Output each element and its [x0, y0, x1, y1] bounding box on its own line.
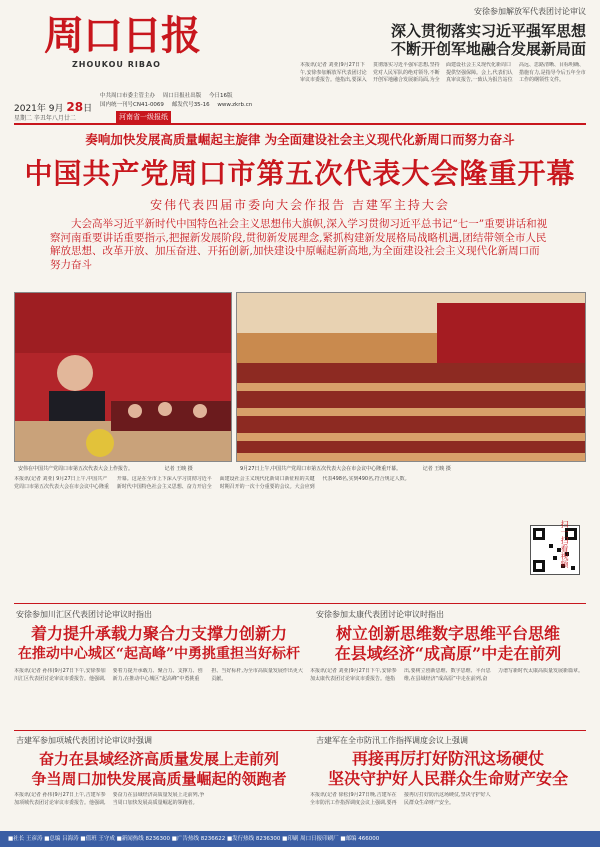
photo-right-caption [240, 465, 585, 472]
qr-label: 扫一扫看视频 [560, 520, 569, 568]
section-1-title-2: 在推动中心城区“起高峰”中勇挑重担当好标杆 [17, 646, 301, 662]
section-3-kicker: 吉建军参加项城代表团讨论审议时强调 [16, 736, 152, 745]
photo-right-credit: 记者 王映 摄 [422, 466, 451, 472]
qr-code-pattern [531, 526, 579, 574]
info-6: www.zkrb.cn [217, 102, 253, 108]
info-1: 中共周口市委主管主办 [100, 93, 156, 99]
photo-right-caption-text: 9月27日上午,中国共产党周口市第五次代表大会在市会议中心隆重开幕。 [240, 466, 402, 472]
date-month: 9 [48, 104, 55, 114]
photo-left-caption [18, 465, 233, 472]
masthead-pinyin: ZHOUKOU RIBAO [72, 60, 161, 69]
section-divider-1 [14, 603, 586, 604]
section-2-kicker: 安徐参加太康代表团讨论审议时指出 [316, 610, 444, 619]
level-badge: 河南省一级报纸 [116, 111, 171, 123]
speaker-photo-illustration [15, 293, 232, 462]
section-divider-2 [14, 730, 586, 731]
section-4-title-2: 坚决守护好人民群众生命财产安全 [327, 769, 568, 788]
info-2: 周口日报社出版 [162, 93, 202, 99]
section-4-title-1: 再接再厉打好防汛这场硬仗 [351, 749, 544, 768]
date-day: 28 [66, 100, 84, 114]
section-1-title-1: 着力提升承载力聚合力支撑力创新力 [30, 624, 287, 643]
main-headline: 中国共产党周口市第五次代表大会隆重开幕 [24, 157, 576, 190]
hall-photo-illustration [237, 293, 586, 462]
issue-line: 星期二 辛丑年八月廿二 [14, 115, 76, 122]
photo-left-caption-text: 安伟在中国共产党周口市第五次代表大会上作报告。 [18, 466, 134, 472]
masthead-divider [14, 123, 586, 125]
section-1-kicker: 安徐参加川汇区代表团讨论审议时指出 [16, 610, 152, 619]
section-2-body: 本报讯(记者 刘亚)9月27日下午,安徐参加太康代表团讨论审议市委报告。他指出,要树立创新思维、数字思维、平台思维,在县域经济“成高原”中走在前列,奋力谱写新时代太康高质量发展新篇章。 [310, 668, 584, 682]
section-2-title-1: 树立创新思维数字思维平台思维 [335, 624, 560, 643]
main-kicker: 奏响加快发展高质量崛起主旋律 为全面建设社会主义现代化新周口而努力奋斗 [85, 132, 515, 147]
date-weekday: 日 [83, 104, 93, 114]
top-right-kicker: 安徐参加解放军代表团讨论审议 [474, 7, 586, 16]
section-3-body: 本报讯(记者 孙伟)9月27日上午,吉建军参加项城代表团讨论审议市委报告。他强调,要奋力在县域经济高质量发展上走前列,争当周口加快发展高质量崛起的领跑者。 [14, 792, 205, 806]
info-4: 国内统一刊号CN41-0069 [100, 102, 164, 108]
section-4-kicker: 吉建军在全市防汛工作指挥调度会议上强调 [316, 736, 468, 745]
photo-speaker [14, 292, 232, 462]
photo-hall [236, 292, 586, 462]
section-4-body: 本报讯(记者 徐松)9月27日晚,吉建军在全市防汛工作指挥调度会议上强调,要再接再厉打好防汛这场硬仗,坚决守护好人民群众生命财产安全。 [310, 792, 491, 806]
info-3: 今日16版 [209, 93, 233, 99]
section-3-title-2: 争当周口加快发展高质量崛起的领跑者 [31, 770, 287, 788]
section-2-title-2: 在县域经济“成高原”中走在前列 [334, 644, 562, 663]
info-5: 邮发代号35-16 [171, 102, 210, 108]
main-subhead: 安伟代表四届市委向大会作报告 吉建军主持大会 [150, 198, 450, 212]
date-line: 2021年 9月 28日 [14, 100, 93, 114]
footer-bar: ■社长 王彦涛 ■总编 吕海涛 ■值班 王守成 ■新闻热线 8236300 ■广告热线 8236622 ■发行热线 8236300 ■印刷 周口日报印刷厂 ■邮编 466000 [0, 831, 600, 847]
top-right-headline-1: 深入贯彻落实习近平强军思想 [390, 22, 586, 40]
top-right-headline-2: 不断开创军地融合发展新局面 [390, 40, 586, 58]
date-year: 2021 [14, 104, 37, 114]
main-lead: 大会高举习近平新时代中国特色社会主义思想伟大旗帜,深入学习贯彻习近平总书记“七一”重要讲话和视察河南重要讲话重要指示,把握新发展阶段,贯彻新发展理念,紧抓构建新发展格局战略机遇,团结带领全市人民解放思想、改革开放、加压奋进、开拓创新,加快建设中原崛起新高地,为全面建设社会主义现代化新周口而努力奋斗 [50, 218, 548, 271]
section-1-body: 本报讯(记者 孙伟)9月27日下午,安徐参加川汇区代表团讨论审议市委报告。他强调,要着力提升承载力、聚合力、支撑力、创新力,在推动中心城区“起高峰”中勇挑重担、当好标杆,为全市高质量发展作出更大贡献。 [14, 668, 303, 682]
photo-left-credit: 记者 王映 摄 [164, 466, 193, 472]
section-3-title-1: 奋力在县域经济高质量发展上走前列 [38, 750, 279, 768]
masthead-info [100, 92, 300, 110]
masthead-title: 周口日报 [44, 12, 200, 59]
main-body: 本报讯(记者 刘亚) 9月27日上午,中国共产党周口市第五次代表大会在市会议中心隆重开幕。这是在全市上下深入学习贯彻习近平新时代中国特色社会主义思想、奋力开启全面建设社会主义现代化新周口新征程的关键时期召开的一次十分重要的会议。大会应到代表498名,实到490名,符合规定人数。 [14, 476, 410, 490]
top-right-body: 本报讯(记者 刘亚)9月27日下午,安徐参加解放军代表团讨论审议市委报告。他指出,要深入贯彻落实习近平强军思想,坚持党对人民军队的绝对领导,不断开创军地融合发展新局面,为全面建设社会主义现代化新周口提供坚强保障。会上,代表们认真审议报告,一致认为报告站位高远、思路清晰、目标明确、措施有力,是指导今后五年全市工作的纲领性文件。 [300, 62, 586, 84]
qr-code[interactable] [530, 525, 580, 575]
